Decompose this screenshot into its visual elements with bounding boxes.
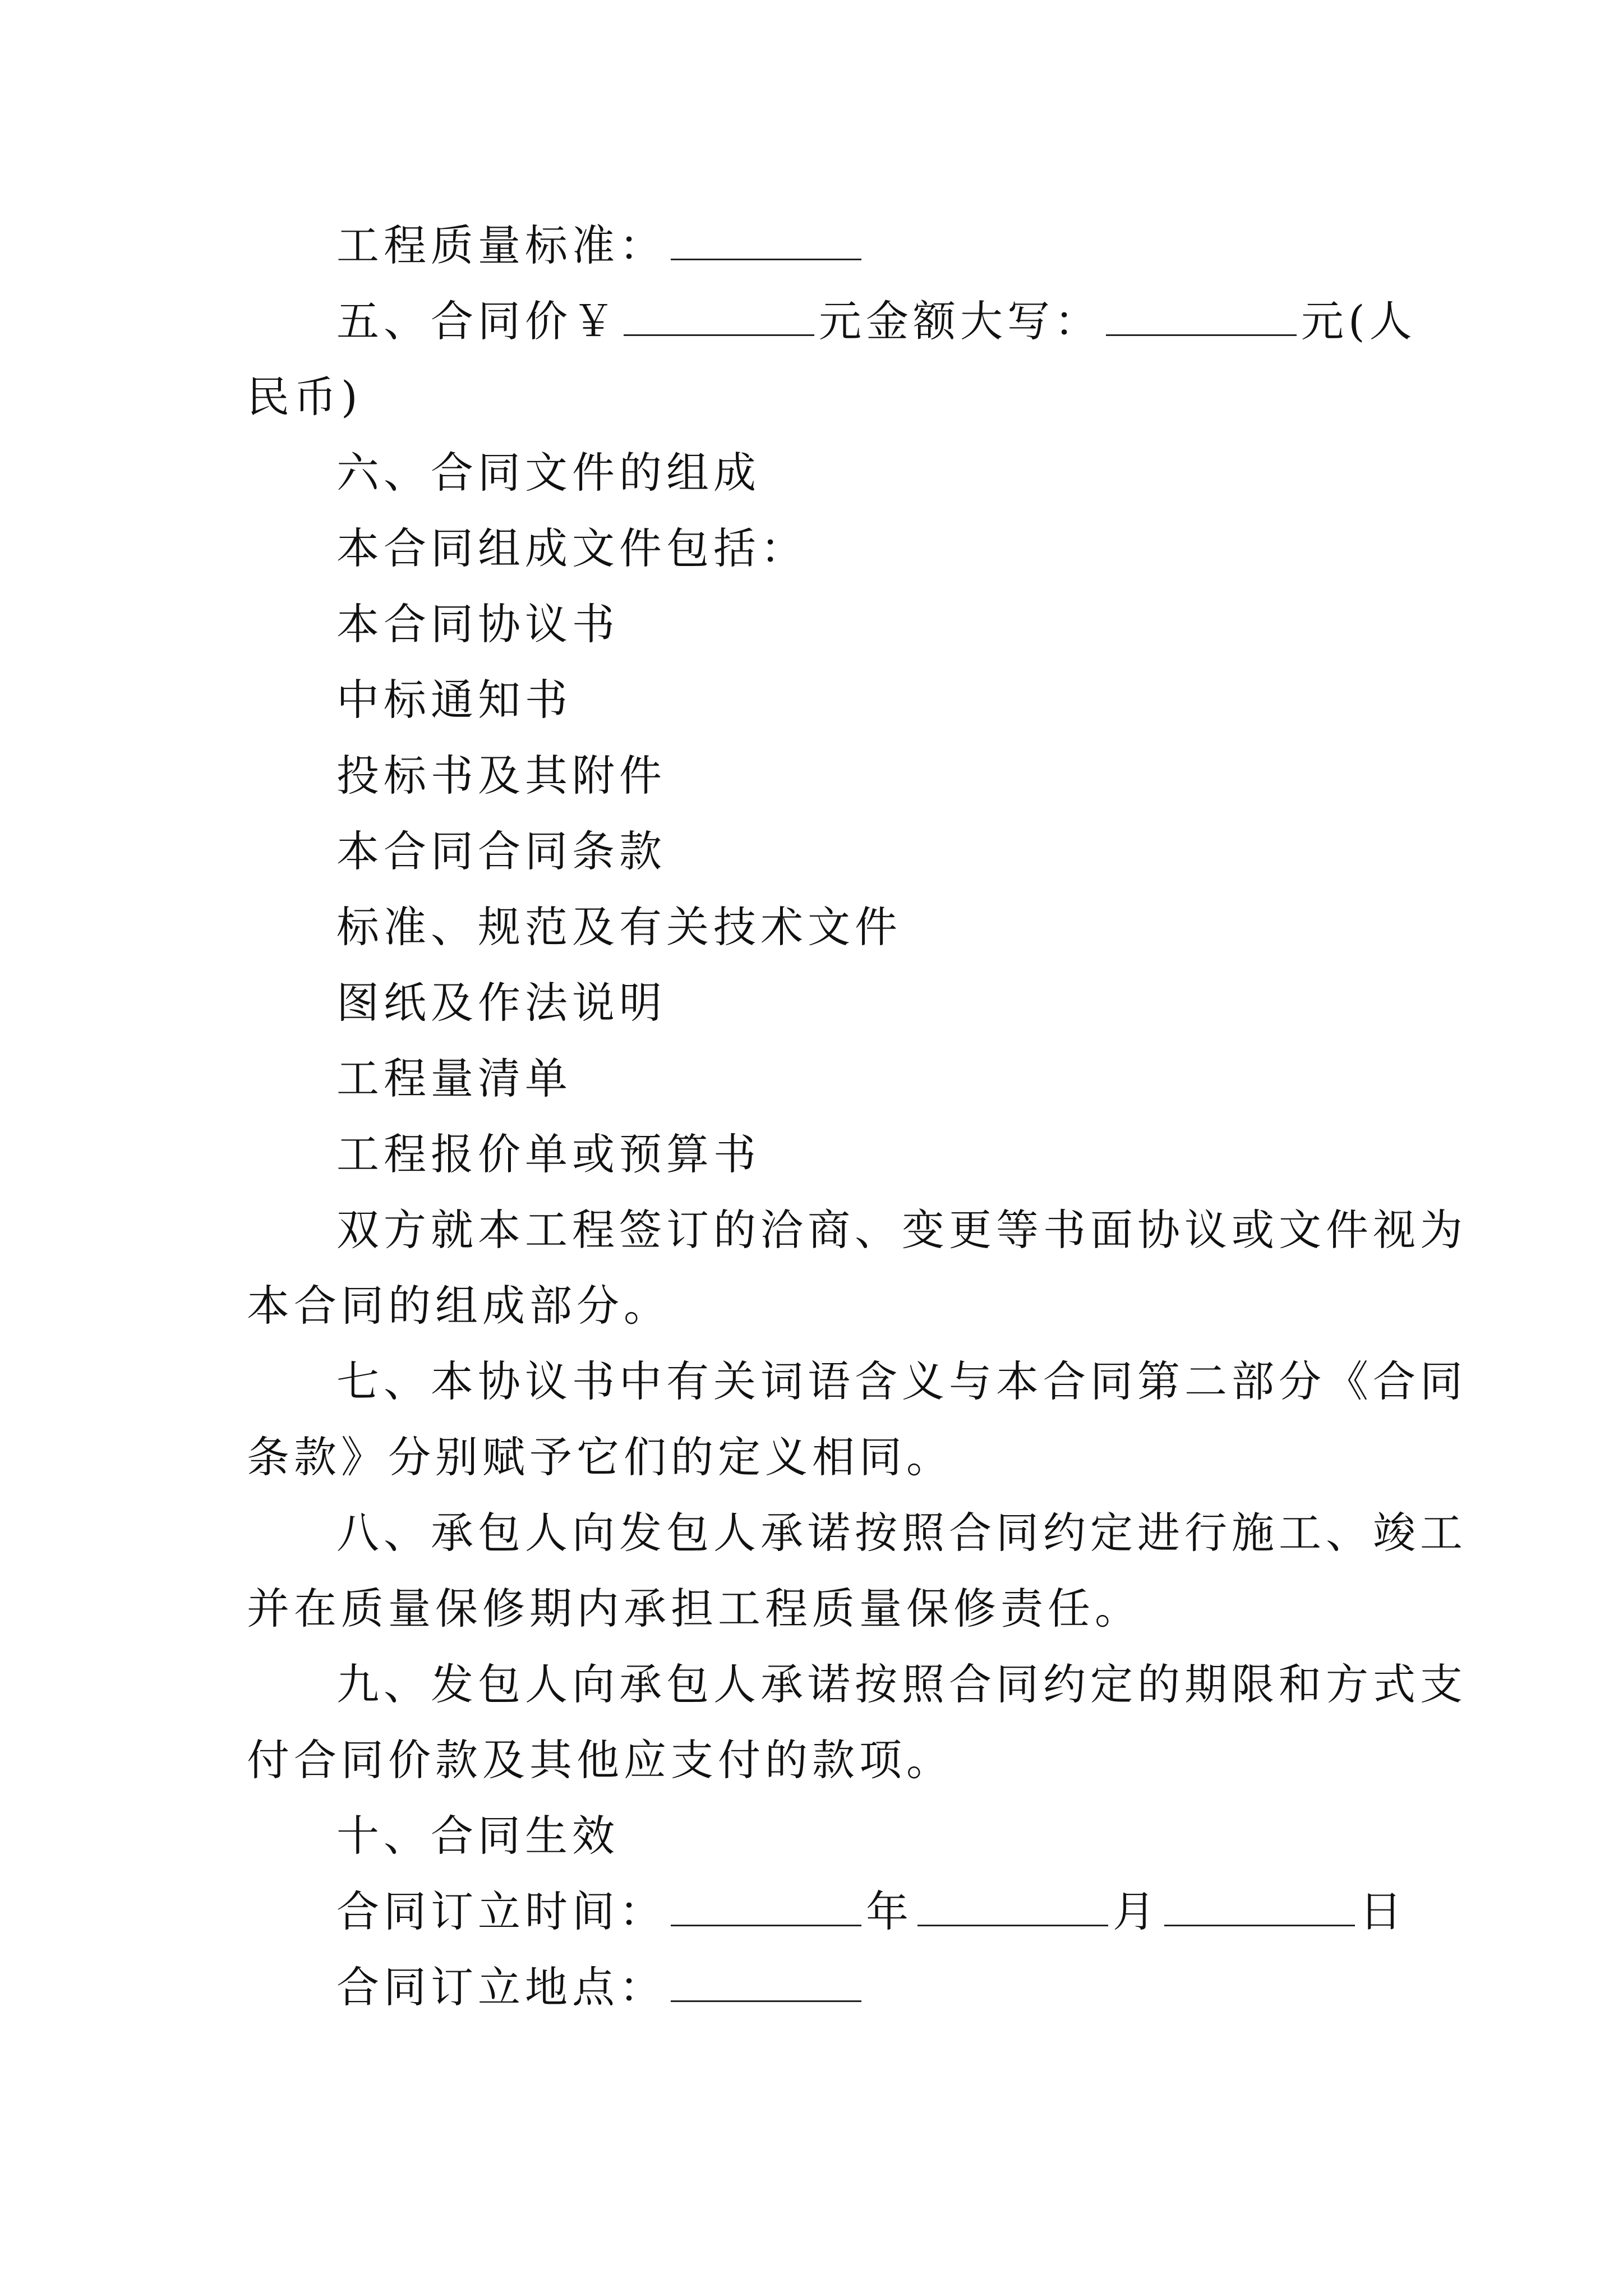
price-suffix: 元(人 [1301,296,1417,346]
list-item: 工程量清单 [336,1053,572,1103]
section-7-line-1: 七、本协议书中有关词语含义与本合同第二部分《合同 [336,1356,1467,1406]
signing-time-label: 合同订立时间： [336,1887,666,1936]
list-item: 图纸及作法说明 [336,978,666,1028]
section-7-line-2: 条款》分别赋予它们的定义相同。 [247,1432,953,1482]
price-amount-blank [624,300,814,336]
paragraph-both-parties-line-2: 本合同的组成部分。 [247,1281,671,1331]
section-8-line-2: 并在质量保修期内承担工程质量保修责任。 [247,1584,1142,1634]
month-label: 月 [1113,1887,1160,1936]
section-6-intro: 本合同组成文件包括： [336,523,808,573]
price-prefix: 五、合同价￥ [336,296,619,346]
signing-place-line [336,1961,1492,2014]
month-blank [917,1890,1108,1926]
signing-place-blank [671,1966,861,2002]
paragraph-both-parties-line-1: 双方就本工程签订的洽商、变更等书面协议或文件视为 [336,1205,1467,1255]
list-item: 工程报价单或预算书 [336,1129,760,1179]
price-mid: 元金额大写： [819,296,1101,346]
section-6-title: 六、合同文件的组成 [336,448,760,498]
list-item: 本合同合同条款 [336,826,666,876]
year-label: 年 [866,1887,913,1936]
section-9-line-1: 九、发包人向承包人承诺按照合同约定的期限和方式支 [336,1659,1467,1709]
year-blank [671,1890,861,1926]
price-words-blank [1106,300,1297,336]
section-8-line-1: 八、承包人向发包人承诺按照合同约定进行施工、竣工 [336,1508,1467,1558]
section-9-line-2: 付合同价款及其他应支付的款项。 [247,1735,953,1785]
quality-standard-label: 工程质量标准： [336,220,666,270]
quality-standard-blank [671,224,861,260]
contract-price-line [336,295,1492,348]
day-blank [1164,1890,1355,1926]
section-10-title: 十、合同生效 [336,1811,619,1861]
signing-place-label: 合同订立地点： [336,1962,666,2012]
list-item: 中标通知书 [336,675,572,725]
signing-time-line [336,1885,1492,1939]
contract-price-continuation: 民币) [247,372,362,422]
list-item: 本合同协议书 [336,599,619,649]
quality-standard-line [336,219,1492,273]
list-item: 投标书及其附件 [336,751,666,800]
list-item: 标准、规范及有关技术文件 [336,902,902,952]
day-label: 日 [1359,1887,1407,1936]
